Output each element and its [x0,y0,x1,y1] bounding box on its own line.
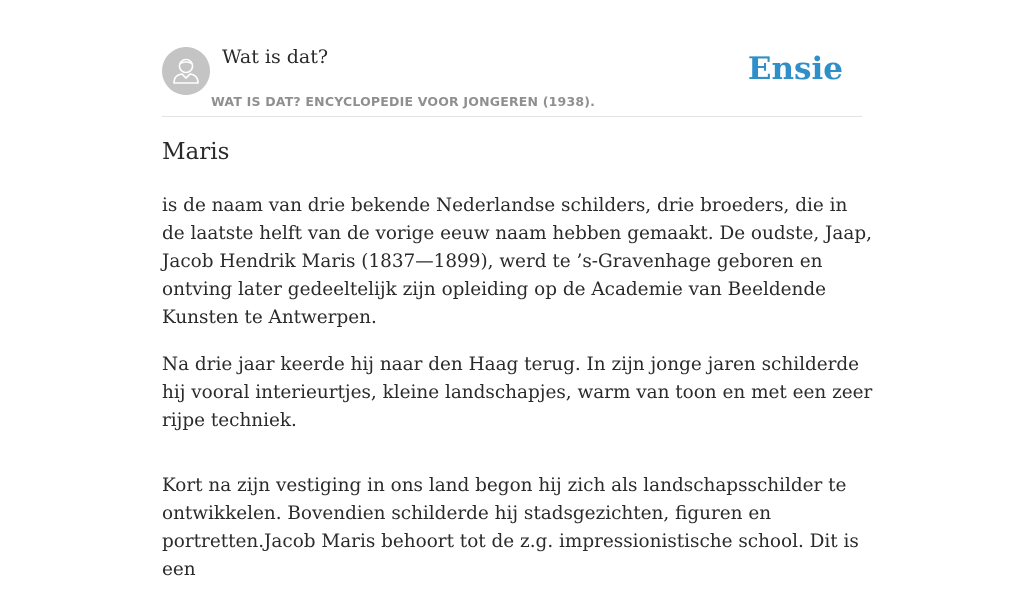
source-name[interactable]: Wat is dat? [222,46,329,68]
article-paragraph: Kort na zijn vestiging in ons land begon hij zich als landschapsschilder te ontwikkelen. Bovendien schilderde hij stadsgezichten, figuren en portretten.Jacob Maris behoort tot de z.g. impressionistische school. Dit is een [162,475,859,580]
source-subtitle: WAT IS DAT? ENCYCLOPEDIE VOOR JONGEREN (1938). [211,94,596,109]
article-paragraph: is de naam van drie bekende Nederlandse schilders, drie broeders, die in de laatste helft van de vorige eeuw naam hebben gemaakt. De oudste, Jaap, Jacob Hendrik Maris (1837—1899), werd te ’s-Gravenhage geboren en ontving later gedeeltelijk zijn opleiding op de Academie van Beeldende Kunsten te Antwerpen. [162,195,872,328]
ensie-logo-link[interactable]: Ensie [747,51,843,87]
article-title: Maris [162,139,230,165]
avatar[interactable] [162,47,210,95]
user-silhouette-icon [162,47,210,95]
source-header [162,46,862,117]
article-body [162,192,874,603]
article-paragraph: Na drie jaar keerde hij naar den Haag terug. In zijn jonge jaren schilderde hij vooral interieurtjes, kleine landschapjes, warm van toon en met een zeer rijpe techniek. [162,354,873,431]
